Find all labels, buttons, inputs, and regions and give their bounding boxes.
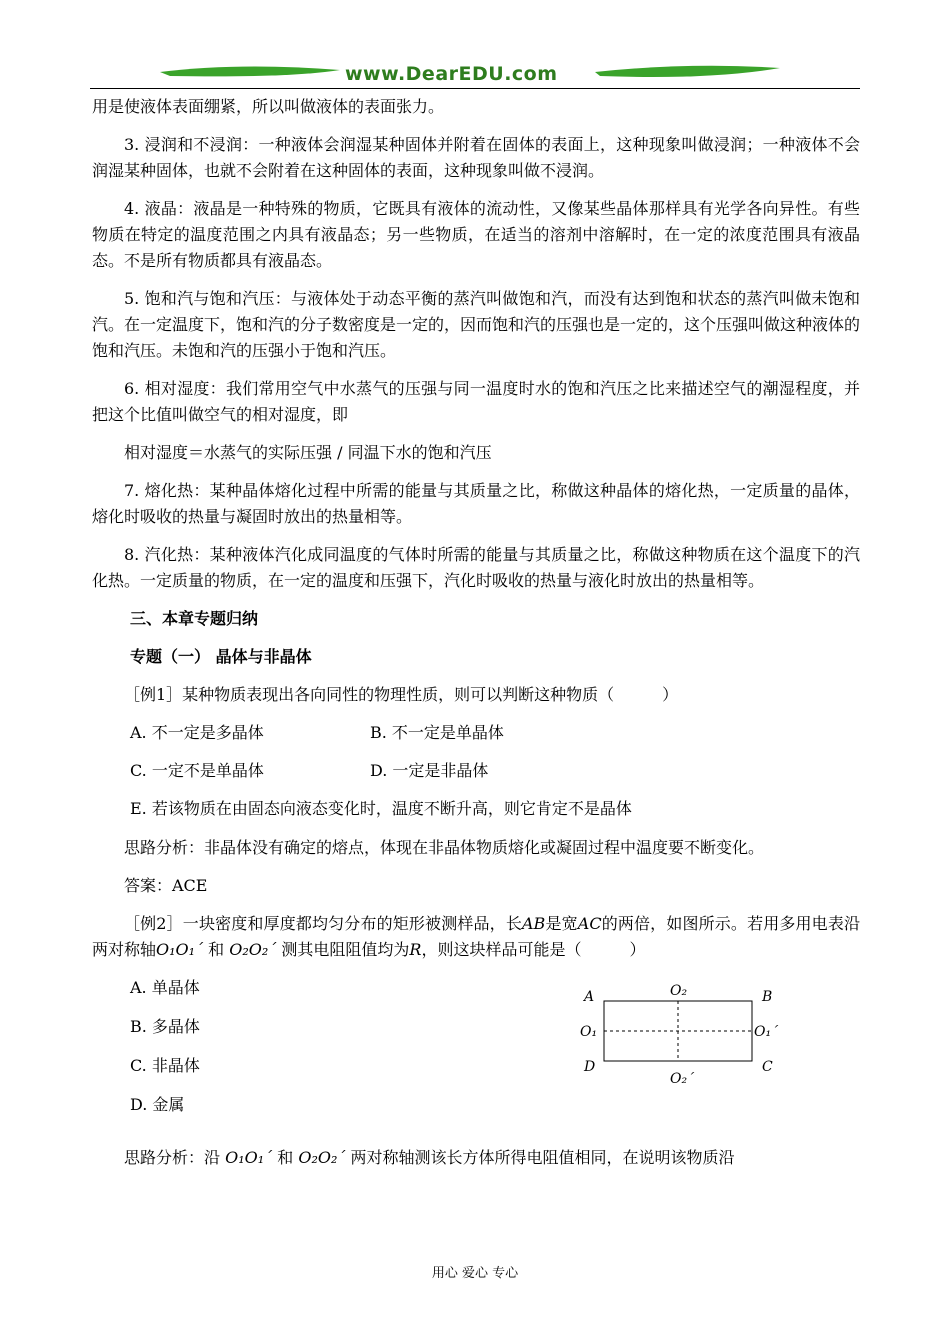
label-o1: O₁ [580,1024,598,1040]
topic-title: 专题（一） 晶体与非晶体 [130,647,312,666]
option-b: B. 不一定是单晶体 [370,723,504,742]
paragraph-saturated-vapor: 5. 饱和汽与饱和汽压：与液体处于动态平衡的蒸汽叫做饱和汽，而没有达到饱和状态的蒸汽叫做未饱和汽。在一定温度下，饱和汽的分子数密度是一定的，因而饱和汽的压强也是一定的，这个压强叫做这种液体的饱和汽压。未饱和汽的压强小于饱和汽压。 [92,289,861,360]
site-logo[interactable]: www.DearEDU.com [345,63,558,85]
label-o2-prime: O₂´ [670,1071,695,1087]
option-e: E. 若该物质在由固态向液态变化时，温度不断升高，则它肯定不是晶体 [130,799,632,818]
option-b: B. 多晶体 [130,1017,200,1036]
sample-rectangle-figure [574,983,784,1093]
right-leaf-swoosh [595,66,780,77]
paragraph-heat-of-fusion: 7. 熔化热：某种晶体熔化过程中所需的能量与其质量之比，称做这种晶体的熔化热，一定质量的晶体，熔化时吸收的热量与凝固时放出的热量相等。 [92,481,860,526]
option-d: D. 一定是非晶体 [370,761,489,780]
option-c: C. 非晶体 [130,1056,200,1075]
option-d: D. 金属 [130,1095,185,1114]
document-body [92,94,860,1183]
paragraph-relative-humidity: 6. 相对湿度：我们常用空气中水蒸气的压强与同一温度时水的饱和汽压之比来描述空气的潮湿程度，并把这个比值叫做空气的相对湿度，即 [92,379,860,424]
label-c: C [762,1059,773,1075]
header-rule [90,88,860,89]
option-a: A. 单晶体 [130,978,200,997]
label-o2: O₂ [670,983,688,999]
paragraph-surface-tension-end: 用是使液体表面绷紧，所以叫做液体的表面张力。 [92,97,445,116]
label-d: D [584,1059,596,1075]
label-a: A [584,989,595,1005]
label-o1-prime: O₁´ [754,1024,779,1040]
paragraph-heat-of-vaporization: 8. 汽化热：某种液体汽化成同温度的气体时所需的能量与其质量之比，称做这种物质在这个温度下的汽化热。一定质量的物质，在一定的温度和压强下，汽化时吸收的热量与液化时放出的热量相等。 [92,545,860,590]
paragraph-liquid-crystal: 4. 液晶：液晶是一种特殊的物质，它既具有液体的流动性，又像某些晶体那样具有光学各向异性。有些物质在特定的温度范围之内具有液晶态；另一些物质，在适当的溶剂中溶解时，在一定的浓度范围具有液晶态。不是所有物质都具有液晶态。 [92,199,860,270]
example1-answer: 答案：ACE [124,876,208,895]
humidity-formula: 相对湿度＝水蒸气的实际压强 / 同温下水的饱和汽压 [124,443,492,462]
example2-options-and-figure [92,975,860,1145]
example1-options-row1 [130,720,860,746]
label-b: B [762,989,773,1005]
section-title: 三、本章专题归纳 [130,609,259,628]
footer-motto: 用心 爱心 专心 [431,1266,519,1281]
option-c: C. 一定不是单晶体 [130,761,264,780]
example1-stem: ［例1］某种物质表现出各向同性的物理性质，则可以判断这种物质（ ） [124,685,679,704]
example1-options-row2 [130,758,860,784]
option-a: A. 不一定是多晶体 [130,723,264,742]
example1-analysis: 思路分析：非晶体没有确定的熔点，体现在非晶体物质熔化或凝固过程中温度要不断变化。 [124,838,765,857]
paragraph-wetting: 3. 浸润和不浸润：一种液体会润湿某种固体并附着在固体的表面上，这种现象叫做浸润；一种液体不会润湿某种固体，也就不会附着在这种固体的表面，这种现象叫做不浸润。 [92,135,860,180]
left-leaf-swoosh [160,66,340,76]
example2-stem: ［例2］一块密度和厚度都均匀分布的矩形被测样品，长AB是宽AC的两倍，如图所示。若用多用电表沿两对称轴O₁O₁´ 和 O₂O₂´ 测其电阻阻值均为R，则这块样品可能是（ ） [92,914,860,959]
example2-analysis: 思路分析：沿 O₁O₁´ 和 O₂O₂´ 两对称轴测该长方体所得电阻值相同，在说明该物质沿 [124,1148,735,1167]
